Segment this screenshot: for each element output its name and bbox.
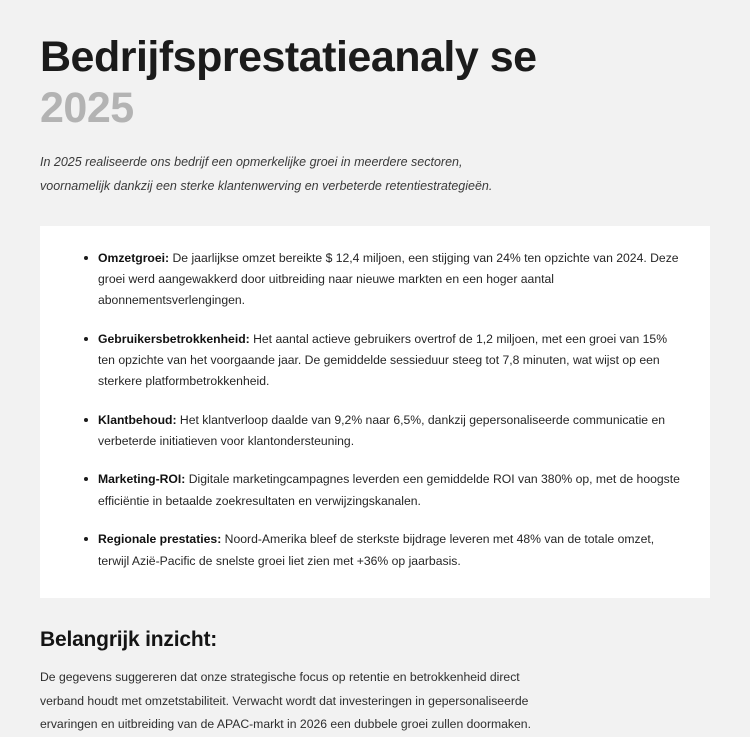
list-item-text: Noord-Amerika bleef de sterkste bijdrage leveren met 48% van de totale omzet, terwijl Azië-Pacific de snelste groei liet zien met +36% op jaarbasis. [98,532,655,568]
page-title-year: 2025 [40,83,134,132]
insight-heading: Belangrijk inzicht: [40,627,218,651]
page-title [40,0,560,133]
list-item [84,469,684,512]
list-item-text: Digitale marketingcampagnes leverden een gemiddelde ROI van 380% op, met de hoogste efficiëntie in betaalde zoekresultaten en verwijzingskanalen. [98,472,680,508]
list-item-label: Regionale prestaties: [98,532,222,547]
page-title-main: Bedrijfsprestatieanaly se [40,33,537,81]
list-item [84,410,684,453]
list-item [84,248,684,312]
list-item-text: Het klantverloop daalde van 9,2% naar 6,5%, dankzij gepersonaliseerde communicatie en verbeterde initiatieven voor klantondersteuning. [98,412,666,449]
highlights-card [40,226,710,598]
intro-paragraph: In 2025 realiseerde ons bedrijf een opmerkelijke groei in meerdere sectoren, voornamelijk dankzij een sterke klantenwerving en verbeterde retentiestrategieën. [40,155,493,193]
list-item [84,529,684,572]
list-item-text: Het aantal actieve gebruikers overtrof de 1,2 miljoen, met een groei van 15% ten opzichte van het voorgaande jaar. De gemiddelde sessieduur steeg tot 7,8 minuten, wat wijst op een sterkere platformbetrokkenheid. [98,331,668,389]
insight-paragraph: De gegevens suggereren dat onze strategische focus op retentie en betrokkenheid direct verband houdt met omzetstabiliteit. Verwacht wordt dat investeringen in gepersonaliseerde ervaringen en uitbreiding van de APAC-markt in 2026 een dubbele groei zullen doormaken. [40,669,531,732]
list-item [84,329,684,393]
list-item-label: Klantbehoud: [98,412,177,427]
list-item-label: Marketing-ROI: [98,472,186,487]
list-item-label: Omzetgroei: [98,250,170,265]
list-item-text: De jaarlijkse omzet bereikte $ 12,4 miljoen, een stijging van 24% ten opzichte van 2024. Deze groei werd aangewakkerd door uitbreiding naar nieuwe markten en een hoger aantal abonnementsverlengingen. [98,250,679,308]
highlights-list [66,248,684,572]
list-item-label: Gebruikersbetrokkenheid: [98,331,250,346]
